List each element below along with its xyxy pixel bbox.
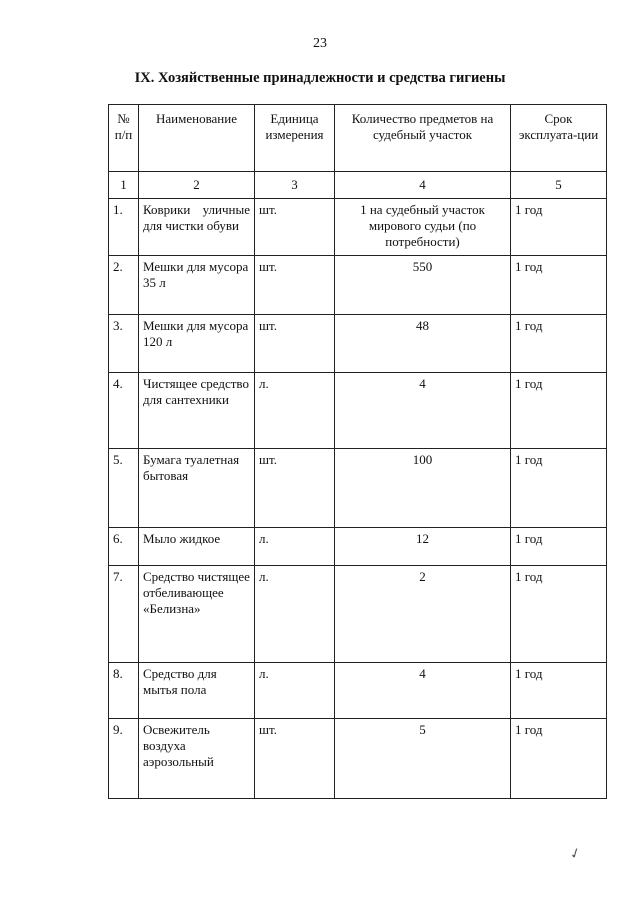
row-number: 7. — [109, 566, 139, 663]
table-row — [109, 566, 607, 663]
column-number-row — [109, 172, 607, 199]
header-term: Срок эксплуата-ции — [511, 105, 607, 172]
row-number: 4. — [109, 373, 139, 449]
check-mark-icon: ✓ — [567, 845, 584, 864]
row-number: 5. — [109, 449, 139, 528]
column-number: 4 — [335, 172, 511, 199]
column-number: 1 — [109, 172, 139, 199]
row-term: 1 год — [511, 449, 607, 528]
row-term: 1 год — [511, 315, 607, 373]
row-quantity: 4 — [335, 663, 511, 719]
row-number: 3. — [109, 315, 139, 373]
row-unit: шт. — [255, 719, 335, 799]
row-number: 1. — [109, 199, 139, 256]
row-quantity: 12 — [335, 528, 511, 566]
table-row — [109, 719, 607, 799]
table-row — [109, 373, 607, 449]
row-term: 1 год — [511, 256, 607, 315]
page-number: 23 — [313, 36, 327, 51]
row-quantity: 48 — [335, 315, 511, 373]
table-row — [109, 315, 607, 373]
row-term: 1 год — [511, 373, 607, 449]
column-number: 5 — [511, 172, 607, 199]
row-number: 8. — [109, 663, 139, 719]
row-name: Коврики уличные для чистки обуви — [139, 199, 255, 256]
row-name: Средство для мытья пола — [139, 663, 255, 719]
header-number: № п/п — [109, 105, 139, 172]
row-unit: шт. — [255, 449, 335, 528]
table-row — [109, 528, 607, 566]
table-row — [109, 663, 607, 719]
row-number: 6. — [109, 528, 139, 566]
row-name: Чистящее средство для сантехники — [139, 373, 255, 449]
row-number: 2. — [109, 256, 139, 315]
column-number: 2 — [139, 172, 255, 199]
row-term: 1 год — [511, 566, 607, 663]
row-number: 9. — [109, 719, 139, 799]
table-row — [109, 449, 607, 528]
row-quantity: 550 — [335, 256, 511, 315]
row-name: Освежитель воздуха аэрозольный — [139, 719, 255, 799]
row-unit: л. — [255, 373, 335, 449]
row-name: Средство чистящее отбеливающее «Белизна» — [139, 566, 255, 663]
table-header-row — [109, 105, 607, 172]
row-unit: шт. — [255, 199, 335, 256]
row-unit: шт. — [255, 256, 335, 315]
table-row — [109, 256, 607, 315]
row-unit: л. — [255, 663, 335, 719]
header-unit: Единица измерения — [255, 105, 335, 172]
header-name: Наименование — [139, 105, 255, 172]
row-quantity: 1 на судебный участок мирового судьи (по потребности) — [335, 199, 511, 256]
row-quantity: 5 — [335, 719, 511, 799]
supplies-table — [108, 104, 607, 799]
column-number: 3 — [255, 172, 335, 199]
row-unit: л. — [255, 528, 335, 566]
row-unit: л. — [255, 566, 335, 663]
row-term: 1 год — [511, 528, 607, 566]
section-title: IX. Хозяйственные принадлежности и средства гигиены — [134, 70, 506, 86]
row-unit: шт. — [255, 315, 335, 373]
row-term: 1 год — [511, 663, 607, 719]
row-quantity: 2 — [335, 566, 511, 663]
row-name: Мешки для мусора 120 л — [139, 315, 255, 373]
row-name: Бумага туалетная бытовая — [139, 449, 255, 528]
row-name: Мыло жидкое — [139, 528, 255, 566]
row-term: 1 год — [511, 719, 607, 799]
row-quantity: 4 — [335, 373, 511, 449]
row-name: Мешки для мусора 35 л — [139, 256, 255, 315]
row-term: 1 год — [511, 199, 607, 256]
header-quantity: Количество предметов на судебный участок — [335, 105, 511, 172]
table-row — [109, 199, 607, 256]
row-quantity: 100 — [335, 449, 511, 528]
